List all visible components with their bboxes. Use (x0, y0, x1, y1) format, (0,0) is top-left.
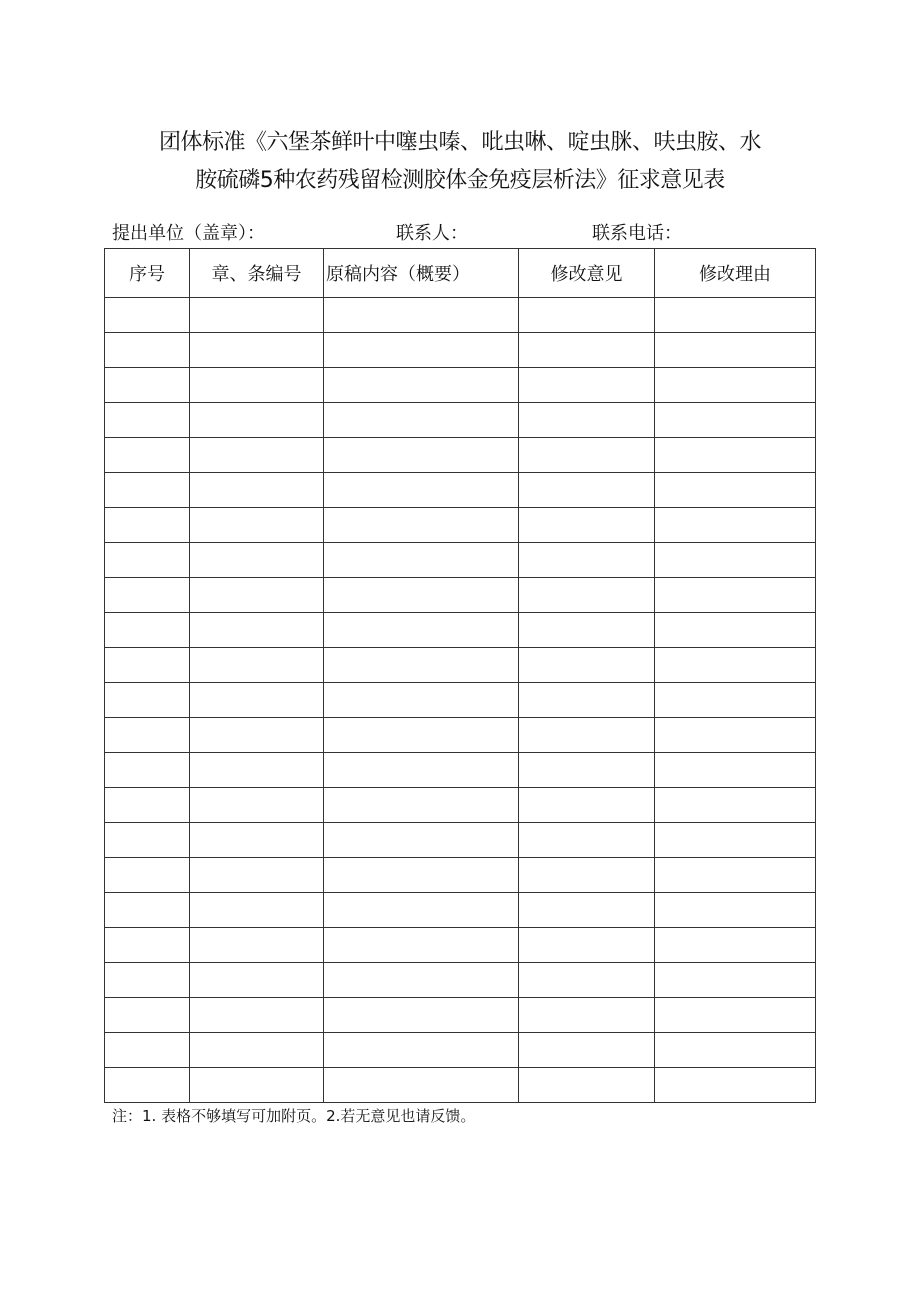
cell-revision-reason[interactable] (655, 683, 816, 718)
table-row (105, 578, 816, 613)
header-original-content: 原稿内容（概要） (324, 249, 519, 298)
cell-revision-reason[interactable] (655, 333, 816, 368)
cell-revision-reason[interactable] (655, 718, 816, 753)
cell-clause-number[interactable] (190, 683, 324, 718)
cell-clause-number[interactable] (190, 963, 324, 998)
table-row (105, 823, 816, 858)
table-row (105, 893, 816, 928)
cell-original-content[interactable] (324, 508, 519, 543)
table-row (105, 333, 816, 368)
cell-original-content[interactable] (324, 753, 519, 788)
table-row (105, 473, 816, 508)
contact-phone-label: 联系电话： (592, 223, 682, 244)
table-header-row (105, 249, 816, 298)
cell-clause-number[interactable] (190, 543, 324, 578)
cell-original-content[interactable] (324, 578, 519, 613)
footnote: 注：1. 表格不够填写可加附页。2.若无意见也请反馈。 (112, 1107, 476, 1125)
cell-clause-number[interactable] (190, 753, 324, 788)
title-line-2: 胺硫磷5种农药残留检测胶体金免疫层析法》征求意见表 (195, 168, 725, 193)
cell-original-content[interactable] (324, 333, 519, 368)
cell-serial-number[interactable] (105, 928, 190, 963)
cell-revision-suggestion[interactable] (519, 613, 655, 648)
cell-original-content[interactable] (324, 823, 519, 858)
table-row (105, 648, 816, 683)
cell-serial-number[interactable] (105, 613, 190, 648)
cell-revision-reason[interactable] (655, 543, 816, 578)
cell-serial-number[interactable] (105, 1068, 190, 1103)
cell-clause-number[interactable] (190, 508, 324, 543)
cell-revision-suggestion[interactable] (519, 473, 655, 508)
cell-clause-number[interactable] (190, 578, 324, 613)
cell-revision-suggestion[interactable] (519, 648, 655, 683)
cell-serial-number[interactable] (105, 333, 190, 368)
cell-serial-number[interactable] (105, 543, 190, 578)
cell-revision-reason[interactable] (655, 963, 816, 998)
header-clause-number: 章、条编号 (190, 249, 324, 298)
cell-revision-suggestion[interactable] (519, 998, 655, 1033)
cell-original-content[interactable] (324, 1068, 519, 1103)
cell-original-content[interactable] (324, 788, 519, 823)
cell-original-content[interactable] (324, 543, 519, 578)
submitting-unit-label: 提出单位（盖章）： (112, 223, 265, 244)
cell-serial-number[interactable] (105, 998, 190, 1033)
cell-revision-suggestion[interactable] (519, 1068, 655, 1103)
cell-clause-number[interactable] (190, 473, 324, 508)
cell-revision-reason[interactable] (655, 508, 816, 543)
cell-clause-number[interactable] (190, 298, 324, 333)
submitter-info-row (0, 220, 920, 248)
cell-original-content[interactable] (324, 858, 519, 893)
cell-revision-reason[interactable] (655, 1068, 816, 1103)
cell-serial-number[interactable] (105, 403, 190, 438)
table-row (105, 788, 816, 823)
cell-revision-reason[interactable] (655, 928, 816, 963)
cell-clause-number[interactable] (190, 858, 324, 893)
cell-revision-reason[interactable] (655, 998, 816, 1033)
cell-revision-reason[interactable] (655, 438, 816, 473)
cell-original-content[interactable] (324, 963, 519, 998)
cell-revision-suggestion[interactable] (519, 823, 655, 858)
table-row (105, 508, 816, 543)
cell-revision-reason[interactable] (655, 858, 816, 893)
cell-revision-suggestion[interactable] (519, 543, 655, 578)
cell-revision-reason[interactable] (655, 473, 816, 508)
cell-revision-suggestion[interactable] (519, 788, 655, 823)
cell-clause-number[interactable] (190, 438, 324, 473)
cell-original-content[interactable] (324, 998, 519, 1033)
comment-table (104, 248, 816, 1103)
cell-original-content[interactable] (324, 438, 519, 473)
title-line-1: 团体标准《六堡茶鲜叶中噻虫嗪、吡虫啉、啶虫脒、呋虫胺、水 (158, 130, 761, 155)
cell-revision-suggestion[interactable] (519, 1033, 655, 1068)
cell-clause-number[interactable] (190, 788, 324, 823)
cell-clause-number[interactable] (190, 823, 324, 858)
cell-serial-number[interactable] (105, 473, 190, 508)
cell-original-content[interactable] (324, 613, 519, 648)
cell-serial-number[interactable] (105, 858, 190, 893)
cell-original-content[interactable] (324, 893, 519, 928)
cell-revision-suggestion[interactable] (519, 683, 655, 718)
cell-revision-suggestion[interactable] (519, 333, 655, 368)
table-row (105, 1068, 816, 1103)
cell-serial-number[interactable] (105, 718, 190, 753)
cell-revision-suggestion[interactable] (519, 718, 655, 753)
cell-revision-reason[interactable] (655, 753, 816, 788)
table-row (105, 753, 816, 788)
cell-original-content[interactable] (324, 718, 519, 753)
cell-clause-number[interactable] (190, 928, 324, 963)
table-row (105, 718, 816, 753)
cell-clause-number[interactable] (190, 648, 324, 683)
cell-clause-number[interactable] (190, 718, 324, 753)
cell-serial-number[interactable] (105, 823, 190, 858)
cell-clause-number[interactable] (190, 1068, 324, 1103)
cell-serial-number[interactable] (105, 368, 190, 403)
cell-original-content[interactable] (324, 403, 519, 438)
cell-original-content[interactable] (324, 298, 519, 333)
cell-serial-number[interactable] (105, 1033, 190, 1068)
table-row (105, 613, 816, 648)
cell-original-content[interactable] (324, 683, 519, 718)
cell-revision-reason[interactable] (655, 823, 816, 858)
cell-serial-number[interactable] (105, 753, 190, 788)
cell-revision-suggestion[interactable] (519, 858, 655, 893)
table-row (105, 543, 816, 578)
cell-serial-number[interactable] (105, 648, 190, 683)
contact-person-label: 联系人： (396, 223, 468, 244)
cell-revision-reason[interactable] (655, 648, 816, 683)
table-body (105, 298, 816, 1103)
table-row (105, 963, 816, 998)
cell-revision-reason[interactable] (655, 368, 816, 403)
cell-revision-reason[interactable] (655, 788, 816, 823)
header-serial-number: 序号 (105, 249, 190, 298)
table-row (105, 858, 816, 893)
cell-serial-number[interactable] (105, 578, 190, 613)
cell-revision-suggestion[interactable] (519, 438, 655, 473)
cell-original-content[interactable] (324, 473, 519, 508)
cell-revision-suggestion[interactable] (519, 368, 655, 403)
cell-revision-reason[interactable] (655, 578, 816, 613)
cell-revision-suggestion[interactable] (519, 578, 655, 613)
cell-serial-number[interactable] (105, 963, 190, 998)
table-row (105, 1033, 816, 1068)
cell-serial-number[interactable] (105, 788, 190, 823)
cell-original-content[interactable] (324, 1033, 519, 1068)
cell-clause-number[interactable] (190, 893, 324, 928)
table-row (105, 998, 816, 1033)
cell-clause-number[interactable] (190, 333, 324, 368)
cell-clause-number[interactable] (190, 403, 324, 438)
cell-clause-number[interactable] (190, 613, 324, 648)
cell-revision-reason[interactable] (655, 403, 816, 438)
cell-revision-reason[interactable] (655, 893, 816, 928)
cell-revision-suggestion[interactable] (519, 963, 655, 998)
document-title (0, 124, 920, 200)
cell-clause-number[interactable] (190, 368, 324, 403)
cell-revision-suggestion[interactable] (519, 403, 655, 438)
cell-revision-suggestion[interactable] (519, 508, 655, 543)
header-revision-reason: 修改理由 (655, 249, 816, 298)
table-row (105, 403, 816, 438)
cell-original-content[interactable] (324, 368, 519, 403)
cell-serial-number[interactable] (105, 683, 190, 718)
table-row (105, 683, 816, 718)
header-revision-suggestion: 修改意见 (519, 249, 655, 298)
cell-clause-number[interactable] (190, 1033, 324, 1068)
cell-revision-suggestion[interactable] (519, 753, 655, 788)
cell-revision-suggestion[interactable] (519, 893, 655, 928)
cell-revision-reason[interactable] (655, 298, 816, 333)
cell-serial-number[interactable] (105, 893, 190, 928)
cell-original-content[interactable] (324, 928, 519, 963)
cell-revision-suggestion[interactable] (519, 928, 655, 963)
cell-serial-number[interactable] (105, 438, 190, 473)
cell-serial-number[interactable] (105, 508, 190, 543)
cell-original-content[interactable] (324, 648, 519, 683)
cell-clause-number[interactable] (190, 998, 324, 1033)
table-row (105, 438, 816, 473)
cell-serial-number[interactable] (105, 298, 190, 333)
table-row (105, 298, 816, 333)
cell-revision-reason[interactable] (655, 1033, 816, 1068)
cell-revision-suggestion[interactable] (519, 298, 655, 333)
table-row (105, 368, 816, 403)
table-row (105, 928, 816, 963)
cell-revision-reason[interactable] (655, 613, 816, 648)
